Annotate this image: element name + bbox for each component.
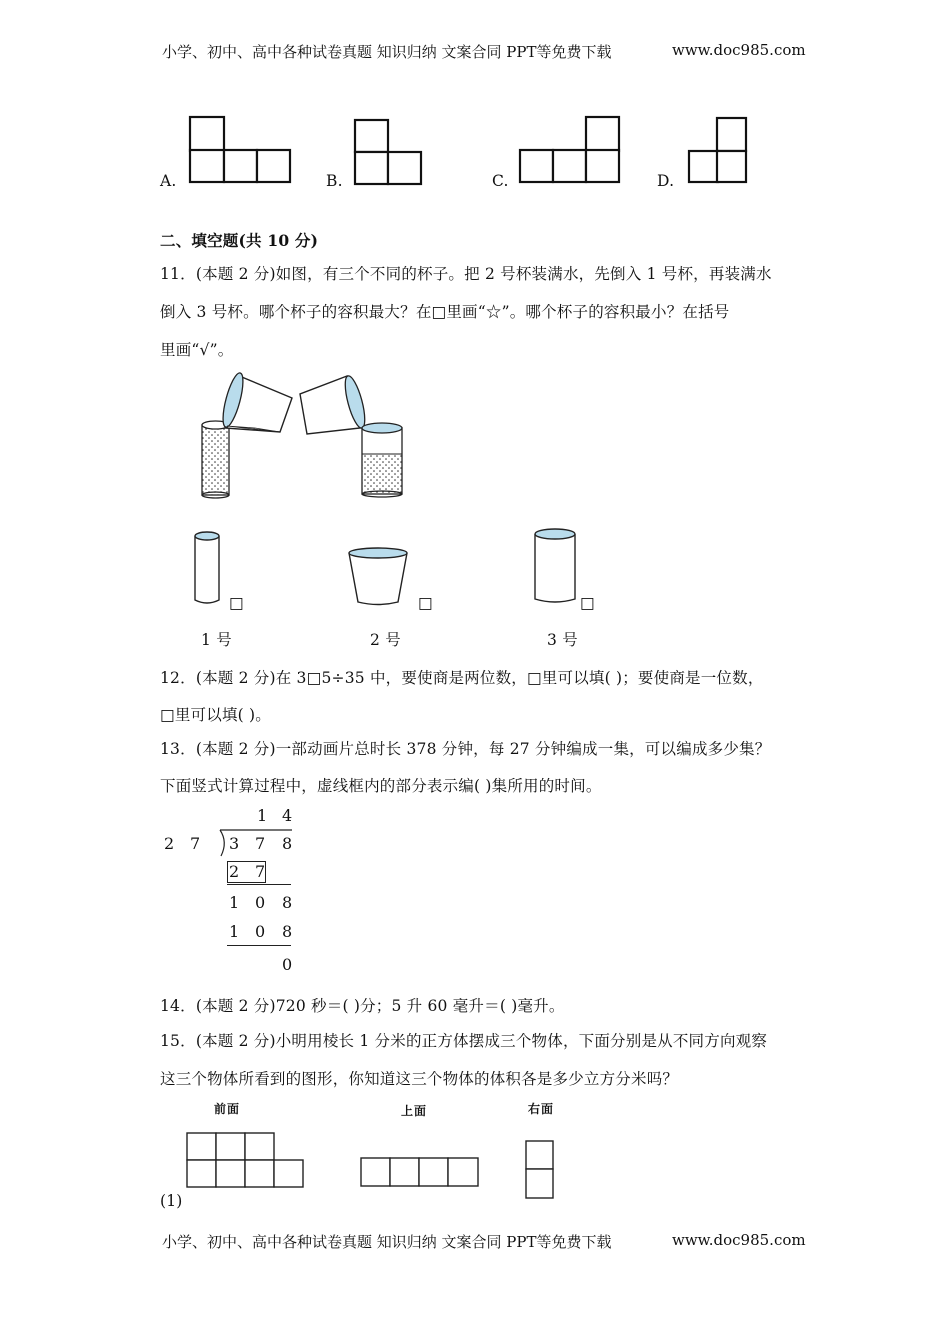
- q11-line3: 里画“√”。: [160, 341, 234, 359]
- cup-2-label: 2 号: [370, 631, 401, 649]
- cup-3-box[interactable]: □: [580, 594, 595, 612]
- option-b-label: B.: [326, 172, 343, 190]
- section-title: 二、填空题(共 10 分): [160, 231, 319, 250]
- q13-line1: 13．(本题 2 分)一部动画片总时长 378 分钟，每 27 分钟编成一集，可以编成多少集？: [160, 740, 771, 758]
- q13-line2: 下面竖式计算过程中，虚线框内的部分表示编( )集所用的时间。: [160, 777, 602, 795]
- cup-1-figure: [192, 528, 222, 610]
- option-a-figure: [188, 115, 293, 185]
- cup-2-box[interactable]: □: [418, 594, 433, 612]
- step3-digit-3: 8: [282, 922, 293, 941]
- q11-line2: 倒入 3 号杯。哪个杯子的容积最大？在□里画“☆”。哪个杯子的容积最小？在括号: [160, 303, 730, 321]
- divisor-digit-1: 2: [164, 834, 175, 853]
- q15-sub-label: (1): [160, 1192, 183, 1210]
- remainder: 0: [282, 955, 293, 974]
- option-d-label: D.: [657, 172, 675, 190]
- cup-3-label: 3 号: [547, 631, 578, 649]
- divisor-digit-2: 7: [190, 834, 201, 853]
- cup-2-figure: [345, 545, 411, 609]
- rule-1: [227, 884, 291, 885]
- step2-digit-1: 1: [229, 893, 240, 912]
- quotient-digit-1: 1: [257, 806, 268, 825]
- step1-digit-2: 7: [255, 862, 266, 881]
- rule-2: [227, 945, 291, 946]
- view-front-label: 前面: [214, 1102, 241, 1116]
- front-view-figure: [186, 1132, 306, 1190]
- step3-digit-1: 1: [229, 922, 240, 941]
- dividend-digit-1: 3: [229, 834, 240, 853]
- option-c-figure: [518, 115, 623, 185]
- option-b-figure: [353, 118, 425, 186]
- view-top-label: 上面: [401, 1104, 428, 1118]
- dividend-digit-3: 8: [282, 834, 293, 853]
- option-c-label: C.: [492, 172, 509, 190]
- q15-line2: 这三个物体所看到的图形，你知道这三个物体的体积各是多少立方分米吗？: [160, 1070, 679, 1088]
- quotient-digit-2: 4: [282, 806, 293, 825]
- q15-line1: 15．(本题 2 分)小明用棱长 1 分米的正方体摆成三个物体，下面分别是从不同方向观察: [160, 1032, 768, 1050]
- option-d-figure: [687, 116, 751, 186]
- cup-3-figure: [532, 526, 578, 608]
- step2-digit-2: 0: [255, 893, 266, 912]
- header-text: 小学、初中、高中各种试卷真题 知识归纳 文案合同 PPT等免费下载: [162, 43, 612, 61]
- right-view-figure: [525, 1140, 555, 1200]
- top-view-figure: [360, 1157, 481, 1189]
- footer-text: 小学、初中、高中各种试卷真题 知识归纳 文案合同 PPT等免费下载: [162, 1233, 612, 1251]
- option-a-label: A.: [160, 172, 177, 190]
- q12-line2: □里可以填( )。: [160, 706, 271, 724]
- header-url[interactable]: www.doc985.com: [672, 41, 806, 59]
- cup-1-box[interactable]: □: [229, 594, 244, 612]
- step1-digit-1: 2: [229, 862, 240, 881]
- q11-line1: 11．(本题 2 分)如图，有三个不同的杯子。把 2 号杯装满水，先倒入 1 号杯，再装满水: [160, 265, 772, 283]
- q12-line1: 12．(本题 2 分)在 3□5÷35 中，要使商是两位数，□里可以填( )；要使商是一位数，: [160, 669, 764, 687]
- q14-line1: 14．(本题 2 分)720 秒＝( )分；5 升 60 毫升＝( )毫升。: [160, 997, 565, 1015]
- dividend-digit-2: 7: [255, 834, 266, 853]
- step3-digit-2: 0: [255, 922, 266, 941]
- pouring-illustration: [195, 370, 415, 505]
- view-right-label: 右面: [528, 1102, 555, 1116]
- footer-url[interactable]: www.doc985.com: [672, 1231, 806, 1249]
- step2-digit-3: 8: [282, 893, 293, 912]
- cup-1-label: 1 号: [201, 631, 232, 649]
